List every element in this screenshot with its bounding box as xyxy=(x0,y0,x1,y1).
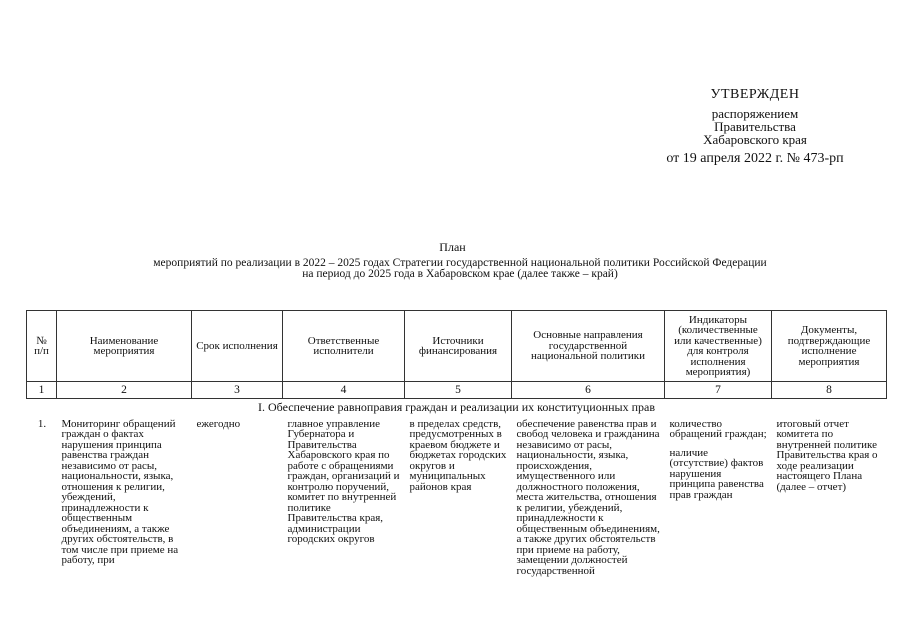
plan-table xyxy=(26,310,887,576)
header-indicators: Индикаторы (количественные или качественные) для контроля исполнения мероприятия) xyxy=(665,311,772,382)
plan-subtitle xyxy=(100,258,820,280)
column-number: 8 xyxy=(772,382,887,399)
plan-subtitle-line-2: на период до 2025 года в Хабаровском крае (далее также – край) xyxy=(302,268,618,280)
column-number: 1 xyxy=(27,382,57,399)
row-documents: итоговый отчет комитета по внутренней политике Правительства края о ходе реализации настоящего Плана (далее – отчет) xyxy=(776,417,878,493)
table-row xyxy=(27,415,887,577)
header-term: Срок исполнения xyxy=(192,311,283,382)
section-title: I. Обеспечение равноправия граждан и реализации их конституционных прав xyxy=(257,400,656,414)
column-number-row xyxy=(27,382,887,399)
row-indicators xyxy=(665,415,772,577)
approval-date: от 19 апреля 2022 г. № 473-рп xyxy=(666,151,844,166)
header-name: Наименование мероприятия xyxy=(57,311,192,382)
column-number: 3 xyxy=(192,382,283,399)
table-header-row xyxy=(27,311,887,382)
column-number: 2 xyxy=(57,382,192,399)
header-directions: Основные направления государственной национальной политики xyxy=(512,311,665,382)
row-name: Мониторинг обращений граждан о фактах нарушения принципа равенства граждан независимо от расы, национальности, языка, отношения к религии, убеждений, принадлежности к общественным объединениям, а также других обстоятельств, в том числе при приеме на работу, при xyxy=(61,417,179,566)
row-number: 1. xyxy=(37,417,47,430)
row-executors: главное управление Губернатора и Правительства Хабаровского края по работе с обращениями граждан, организаций и контролю поручений, комитет по внутренней политике Правительства края, администрации городских округов xyxy=(287,417,400,545)
row-funding: в пределах средств, предусмотренных в краевом бюджете и бюджетах городских округов и муниципальных районов края xyxy=(409,417,507,493)
row-term: ежегодно xyxy=(196,417,241,430)
row-indicator-1: количество обращений граждан; xyxy=(669,417,767,440)
section-row xyxy=(27,399,887,415)
approval-line-3: Хабаровского края xyxy=(703,132,807,147)
approval-line-1: распоряжением xyxy=(711,106,799,121)
column-number: 7 xyxy=(665,382,772,399)
column-number: 5 xyxy=(405,382,512,399)
approval-stamp xyxy=(640,88,870,165)
approval-line-2: Правительства xyxy=(714,119,796,134)
column-number: 4 xyxy=(283,382,405,399)
column-number: 6 xyxy=(512,382,665,399)
approval-heading: УТВЕРЖДЕН xyxy=(710,87,800,102)
row-indicator-2: наличие (отсутствие) фактов нарушения принципа равенства прав граждан xyxy=(669,446,764,501)
header-executors: Ответственные исполнители xyxy=(283,311,405,382)
plan-subtitle-line-1: мероприятий по реализации в 2022 – 2025 годах Стратегии государственной национальной политики Российской Федерации xyxy=(153,257,767,269)
plan-title: План xyxy=(439,240,466,254)
header-funding: Источники финансирования xyxy=(405,311,512,382)
row-directions: обеспечение равенства прав и свобод человека и гражданина независимо от расы, национальности, языка, происхождения, имущественного или должностного положения, места жительства, отношения к религии, убеждений, принадлежности к общественным объединениям, а также других обстоятельств при приеме на работу, замещении должностей государственной xyxy=(516,417,660,577)
header-documents: Документы, подтверждающие исполнение мероприятия xyxy=(772,311,887,382)
header-number: № п/п xyxy=(27,311,57,382)
